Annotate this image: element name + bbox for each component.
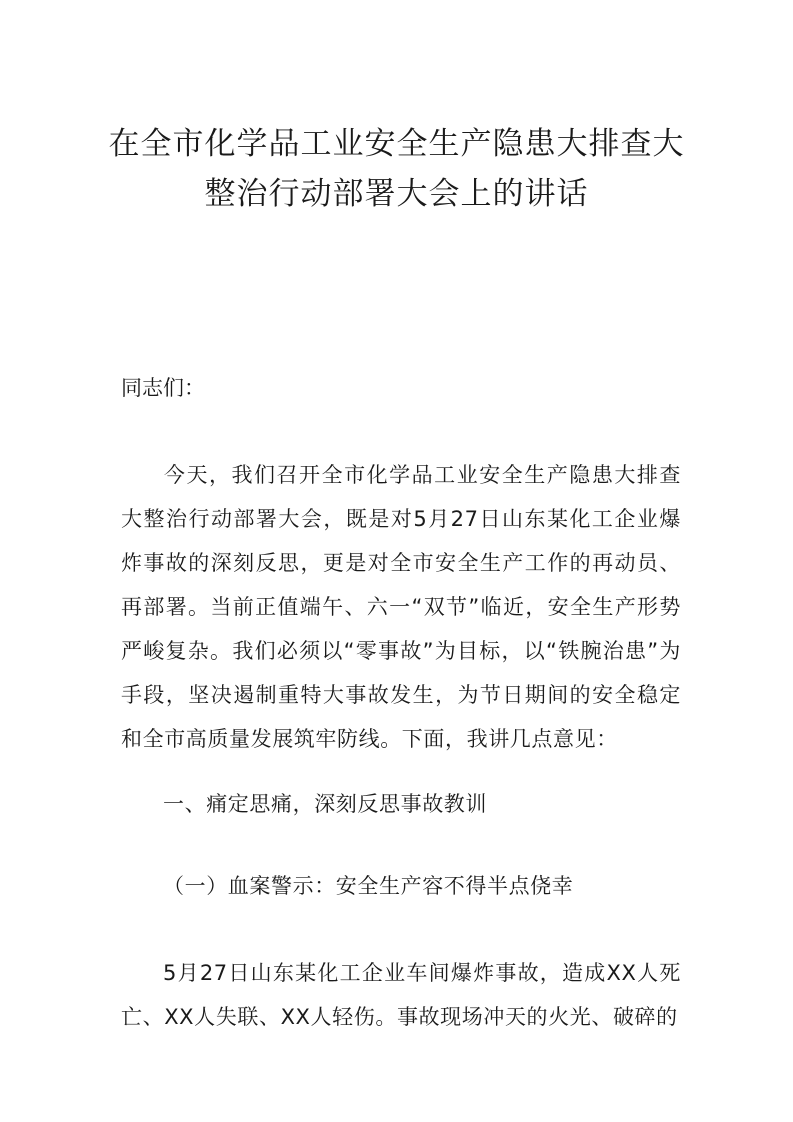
document-title-line-1: 在全市化学品工业安全生产隐患大排查大 [108,126,685,162]
section-heading-1: 一、痛定思痛，深刻反思事故教训 [163,792,487,816]
subsection-heading-1: （一）血案警示：安全生产容不得半点侥幸 [163,874,574,898]
document-title-line-2: 整治行动部署大会上的讲话 [204,176,589,212]
incident-paragraph [121,951,681,1039]
opening-paragraph [121,453,681,761]
opening-paragraph-text: 今天，我们召开全市化学品工业安全生产隐患大排查大整治行动部署大会，既是对5月27日山东某化工企业爆炸事故的深刻反思，更是对全市安全生产工作的再动员、再部署。当前正值端午、六一“双节”临近，安全生产形势严峻复杂。我们必须以“零事故”为目标，以“铁腕治患”为手段，坚决遏制重特大事故发生，为节日期间的安全稳定和全市高质量发展筑牢防线。下面，我讲几点意见： [121,463,681,751]
salutation: 同志们： [121,376,205,400]
incident-paragraph-text: 5月27日山东某化工企业车间爆炸事故，造成XX人死亡、XX人失联、XX人轻伤。事故现场冲天的火光、破碎的 [121,961,681,1029]
